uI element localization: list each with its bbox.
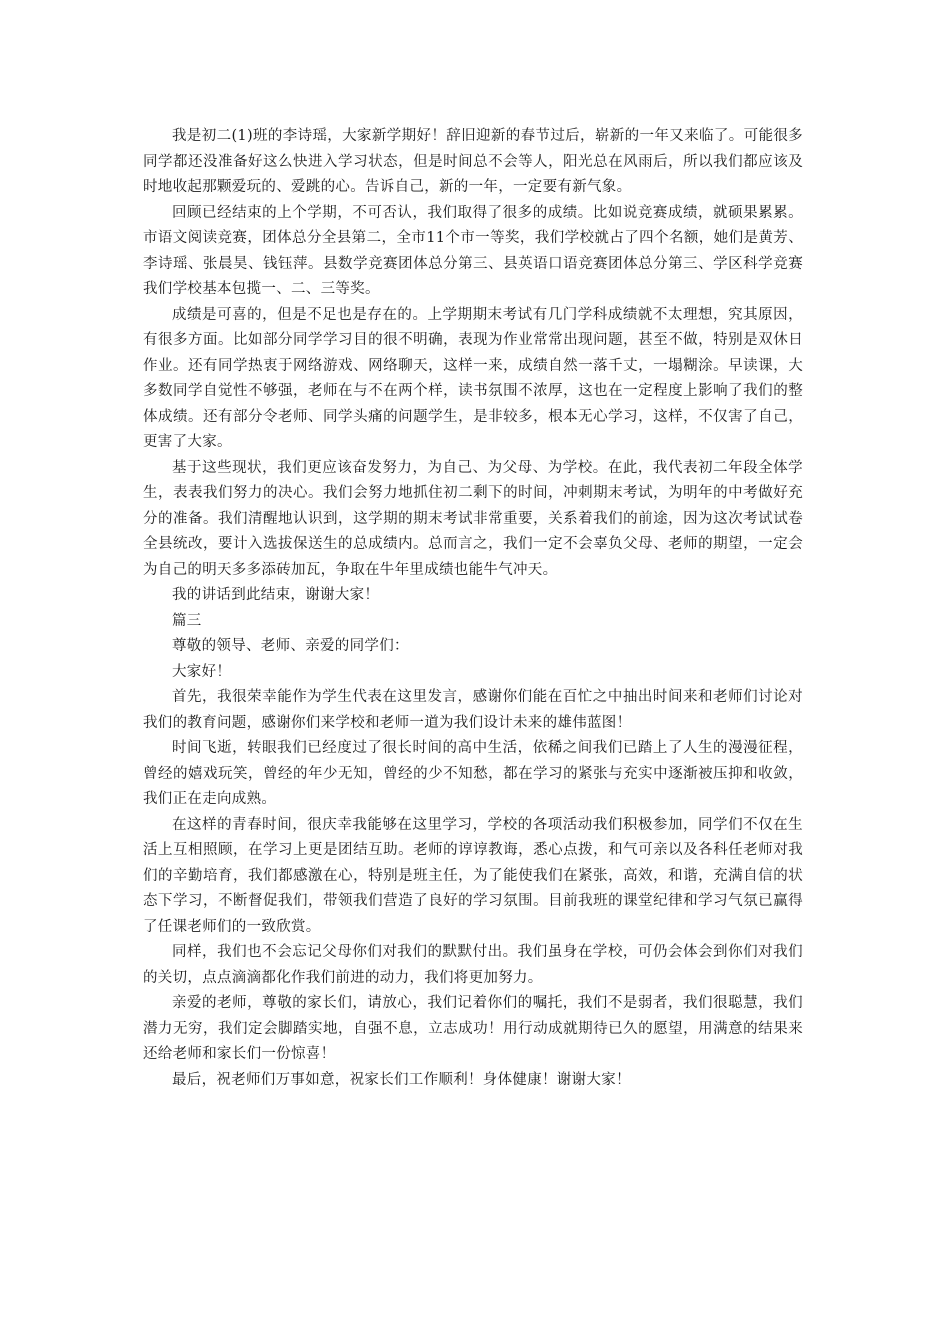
paragraph-intro: 我是初二(1)班的李诗瑶，大家新学期好！辞旧迎新的春节过后，崭新的一年又来临了。可能很多同学都还没准备好这么快进入学习状态，但是时间总不会等人，阳光总在风雨后，所以我们都应该及时地收起那颗爱玩的、爱跳的心。告诉自己，新的一年，一定要有新气象。 <box>143 128 803 195</box>
paragraph-resolution: 基于这些现状，我们更应该奋发努力，为自己、为父母、为学校。在此，我代表初二年段全体学生，表表我们努力的决心。我们会努力地抓住初二剩下的时间，冲刺期末考试，为明年的中考做好充分的准备。我们清醒地认识到，这学期的期末考试非常重要，关系着我们的前途，因为这次考试试卷全县统改，要计入选拔保送生的总成绩内。总而言之，我们一定不会辜负父母、老师的期望，一定会为自己的明天多多添砖加瓦，争取在牛年里成绩也能牛气冲天。 <box>143 459 803 578</box>
salutation: 尊敬的领导、老师、亲爱的同学们： <box>172 638 409 654</box>
section-heading: 篇三 <box>172 612 202 629</box>
paragraph-school-life: 在这样的青春时间，很庆幸我能够在这里学习，学校的各项活动我们积极参加，同学们不仅在生活上互相照顾，在学习上更是团结互助。老师的谆谆教诲，悉心点拨，和气可亲以及各科任老师对我们的辛勤培育，我们都感激在心，特别是班主任，为了能使我们在紧张，高效，和谐，充满自信的状态下学习，不断督促我们，带领我们营造了良好的学习氛围。目前我班的课堂纪律和学习气氛已赢得了任课老师们的一致欣赏。 <box>143 816 803 935</box>
paragraph-final: 最后，祝老师们万事如意，祝家长们工作顺利！身体健康！谢谢大家！ <box>172 1071 631 1088</box>
paragraph-review: 回顾已经结束的上个学期，不可否认，我们取得了很多的成绩。比如说竞赛成绩，就硕果累累。市语文阅读竞赛，团体总分全县第二，全市11个市一等奖，我们学校就占了四个名额，她们是黄芳、李诗瑶、张晨昊、钱钰萍。县数学竞赛团体总分第三、县英语口语竞赛团体总分第三、学区科学竞赛我们学校基本包揽一、二、三等奖。 <box>143 204 803 297</box>
paragraph-time: 时间飞逝，转眼我们已经度过了很长时间的高中生活，依稀之间我们已踏上了人生的漫漫征程，曾经的嬉戏玩笑，曾经的年少无知，曾经的少不知愁，都在学习的紧张与充实中逐渐被压抑和收敛，我们正在走向成熟。 <box>143 740 803 807</box>
paragraph-parents: 同样，我们也不会忘记父母你们对我们的默默付出。我们虽身在学校，可仍会体会到你们对我们的关切，点点滴滴都化作我们前进的动力，我们将更加努力。 <box>143 944 803 986</box>
greeting: 大家好！ <box>172 663 232 680</box>
document-body <box>143 124 803 1093</box>
paragraph-closing: 我的讲话到此结束，谢谢大家！ <box>172 587 380 603</box>
paragraph-shortcomings: 成绩是可喜的，但是不足也是存在的。上学期期末考试有几门学科成绩就不太理想，究其原因，有很多方面。比如部分同学学习目的很不明确，表现为作业常常出现问题，甚至不做，特别是双休日作业。还有同学热衷于网络游戏、网络聊天，这样一来，成绩自然一落千丈，一塌糊涂。早读课，大多数同学自觉性不够强，老师在与不在两个样，读书氛围不浓厚，这也在一定程度上影响了我们的整体成绩。还有部分令老师、同学头痛的问题学生，是非较多，根本无心学习，这样，不仅害了自己，更害了大家。 <box>143 306 803 450</box>
paragraph-promise: 亲爱的老师，尊敬的家长们，请放心，我们记着你们的嘱托，我们不是弱者，我们很聪慧，我们潜力无穷，我们定会脚踏实地，自强不息，立志成功！用行动成就期待已久的愿望，用满意的结果来还给老师和家长们一份惊喜！ <box>143 995 803 1062</box>
paragraph-thanks: 首先，我很荣幸能作为学生代表在这里发言，感谢你们能在百忙之中抽出时间来和老师们讨论对我们的教育问题，感谢你们来学校和老师一道为我们设计未来的雄伟蓝图！ <box>143 689 803 731</box>
